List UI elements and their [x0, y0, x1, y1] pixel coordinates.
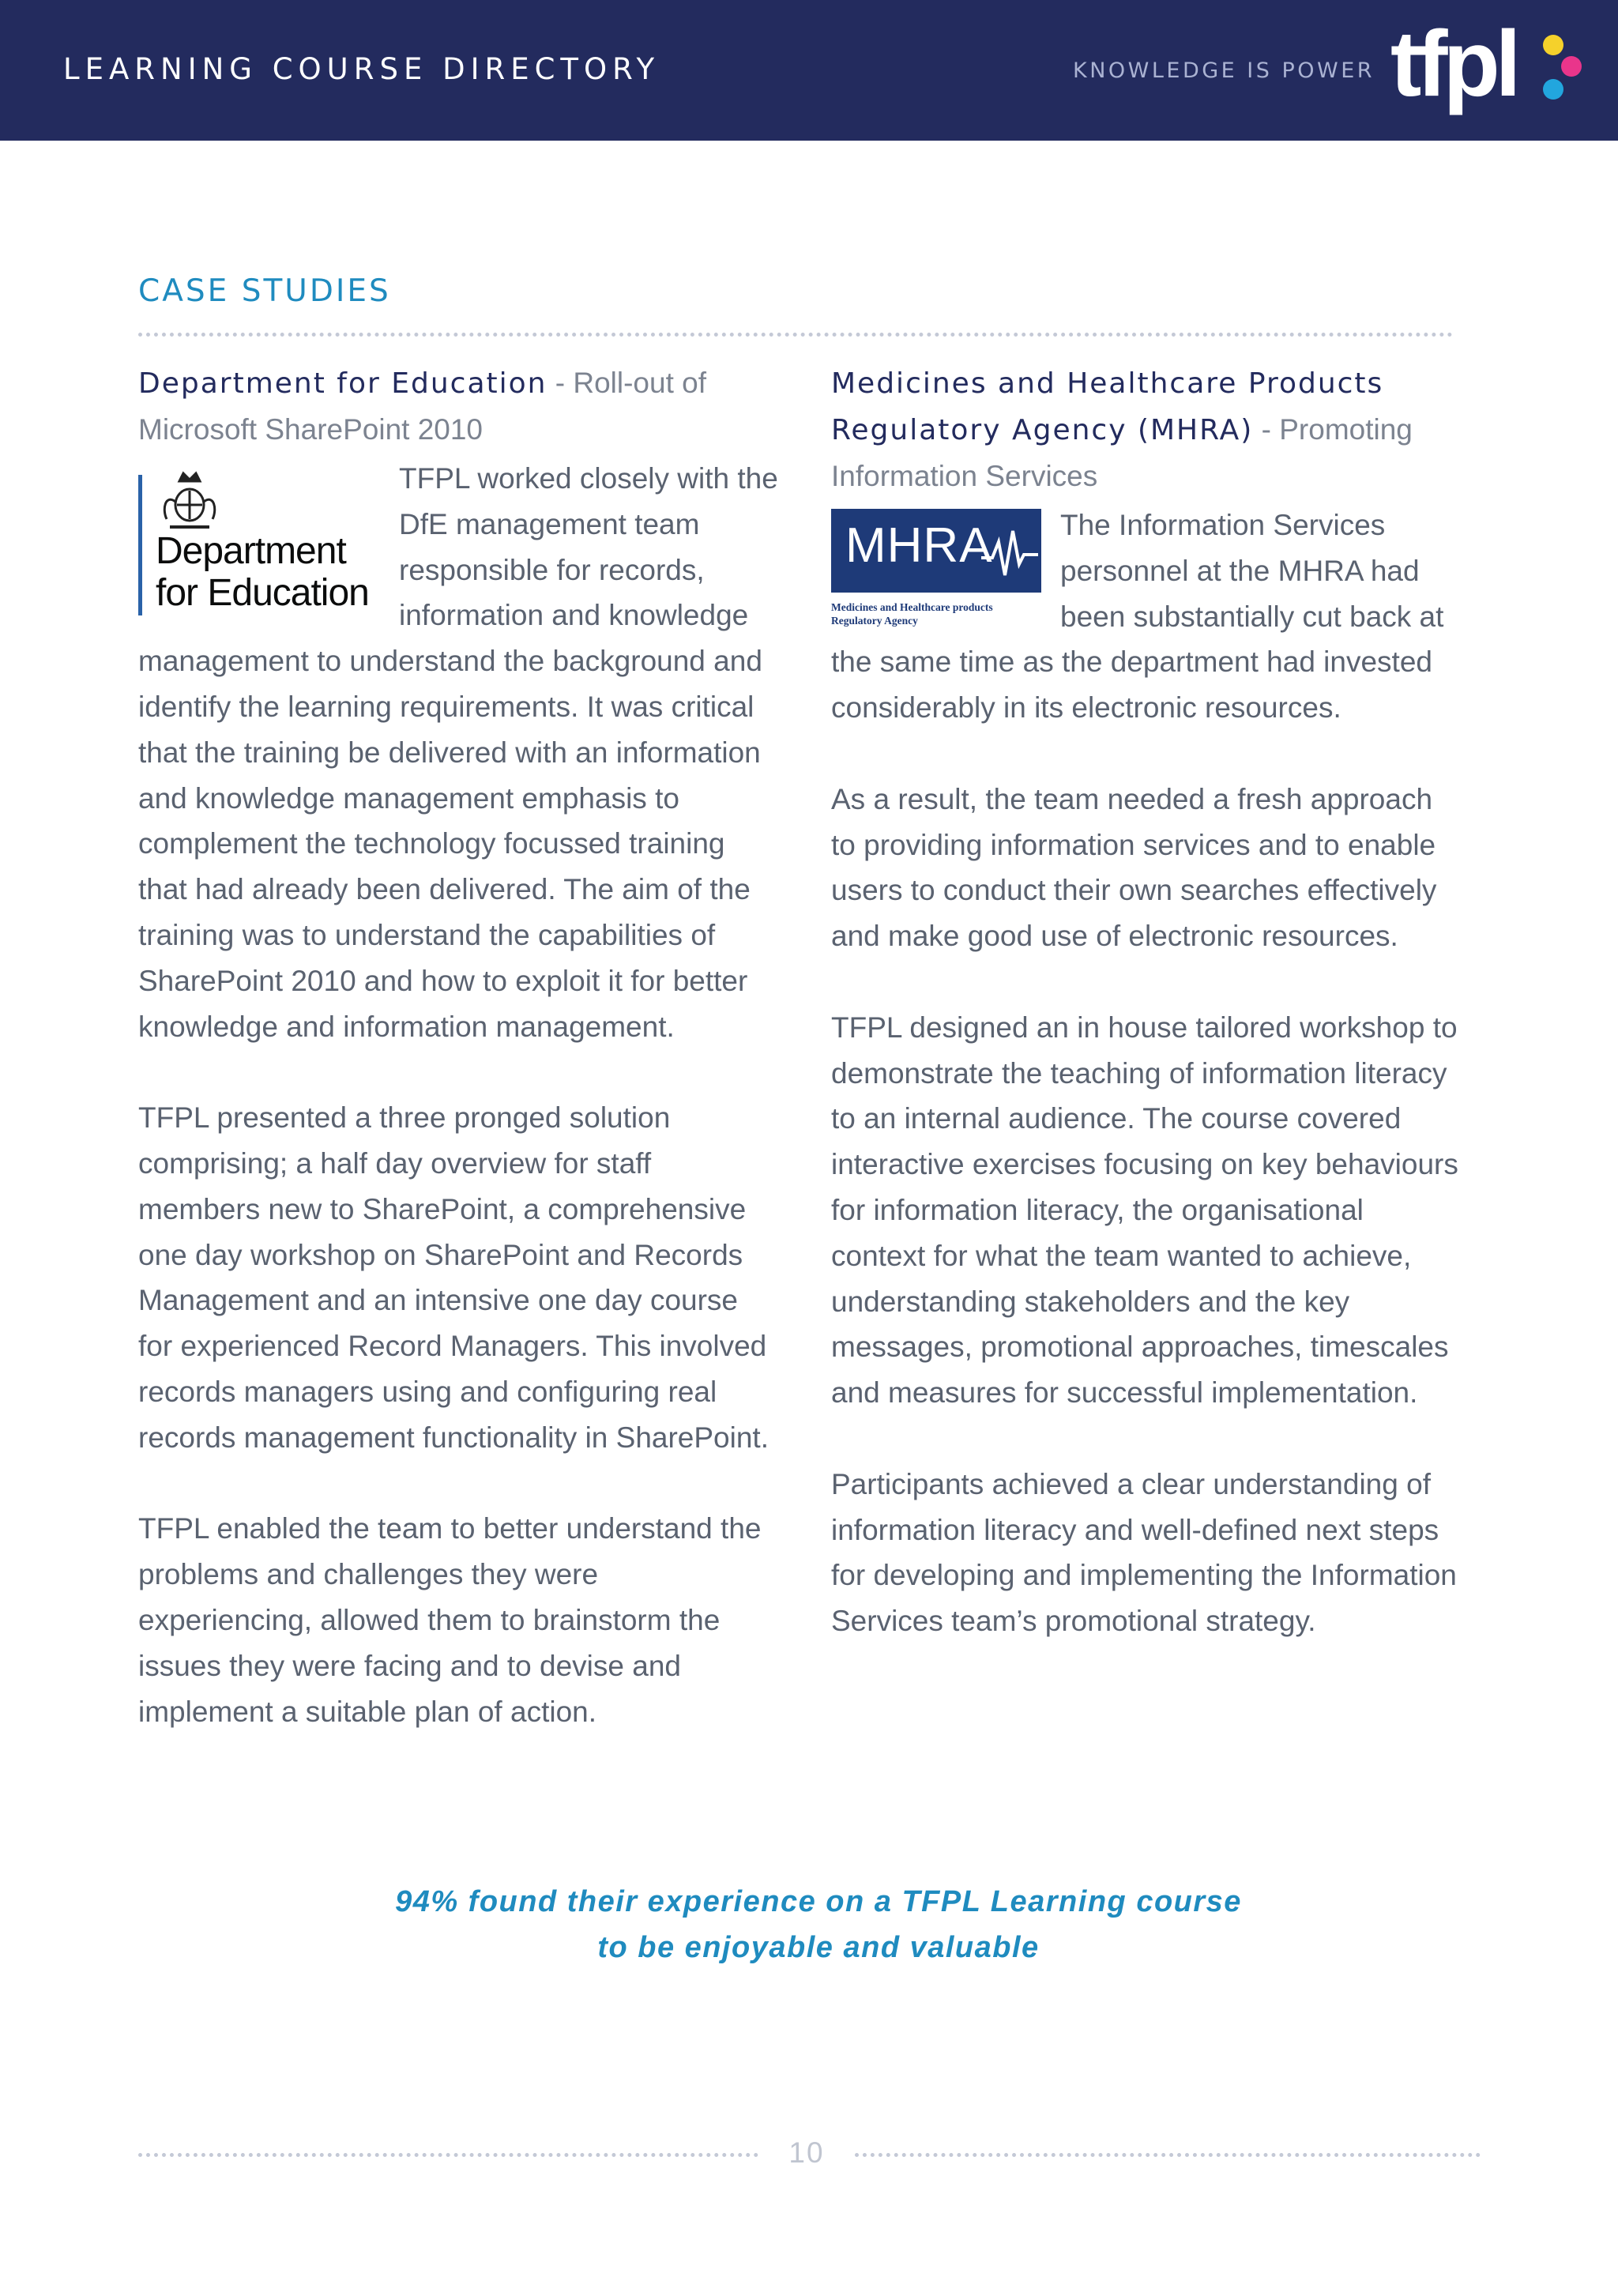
header-bar — [0, 0, 1618, 141]
paragraph: TFPL worked closely with the DfE management team responsible for records, information and knowledge management to understand the background and identify the learning requirements. It was critical that the training be delivered with an information and knowledge management emphasis to complement the technology focussed training that had already been delivered. The aim of the training was to understand the capabilities of SharePoint 2010 and how to exploit it for better knowledge and information management. — [138, 462, 778, 1043]
heartbeat-pulse-icon — [981, 526, 1038, 582]
footer-divider-right — [855, 2153, 1481, 2157]
case-study-subtitle: Roll-out of Microsoft SharePoint 2010 — [138, 367, 706, 446]
dfe-logo-text: Department for Education — [156, 530, 369, 614]
page-number: 10 — [788, 2136, 825, 2169]
quote-line: 94% found their experience on a TFPL Learning course — [395, 1885, 1242, 1918]
mhra-logo — [831, 502, 1043, 635]
case-study-heading — [831, 360, 1463, 499]
tfpl-logo[interactable] — [1390, 12, 1588, 123]
case-study-dfe — [138, 360, 778, 1780]
paragraph: Participants achieved a clear understanding of information literacy and well-defined next steps for developing and implementing the Information Services team’s promotional strategy. — [831, 1467, 1457, 1638]
case-study-subtitle: Promoting Information Services — [831, 413, 1413, 492]
organisation-name: Medicines and Healthcare Products Regulatory Agency (MHRA) — [831, 367, 1384, 446]
tagline: KNOWLEDGE IS POWER — [1073, 58, 1375, 83]
directory-title: LEARNING COURSE DIRECTORY — [63, 52, 660, 86]
section-title: CASE STUDIES — [138, 273, 391, 309]
logo-dot-pink-icon — [1561, 56, 1582, 77]
logo-dot-blue-icon — [1543, 79, 1563, 100]
separator: - — [547, 367, 574, 399]
organisation-name: Department for Education — [138, 367, 547, 400]
case-study-heading — [138, 360, 778, 453]
paragraph: As a result, the team needed a fresh approach to providing information services and to enable users to conduct their own searches effectively and make good use of electronic resources. — [831, 782, 1437, 953]
footer-divider-left — [138, 2153, 758, 2157]
section-divider — [138, 333, 1453, 337]
mhra-logo-text: MHRA — [845, 518, 993, 573]
royal-crest-icon — [156, 470, 224, 532]
paragraph: TFPL enabled the team to better understand the problems and challenges they were experiencing, allowed them to brainstorm the issues they were facing and to devise and implement a suitable plan of action. — [138, 1512, 762, 1728]
testimonial-quote — [0, 1879, 1618, 1970]
logo-dot-yellow-icon — [1543, 35, 1563, 55]
paragraph: TFPL presented a three pronged solution comprising; a half day overview for staff members new to SharePoint, a comprehensive one day workshop on SharePoint and Records Management and an intensive one day course for experienced Record Managers. This involved records managers using and configuring real records management functionality in SharePoint. — [138, 1101, 769, 1454]
paragraph: The Information Services personnel at the MHRA had been substantially cut back at the same time as the department had invested considerably in its electronic resources. — [831, 509, 1444, 725]
quote-line: to be enjoyable and valuable — [597, 1931, 1040, 1964]
tfpl-logo-text: tfpl — [1390, 12, 1517, 116]
dfe-logo — [138, 456, 382, 617]
separator: - — [1253, 413, 1280, 446]
mhra-logo-box — [831, 509, 1041, 593]
paragraph: TFPL designed an in house tailored workshop to demonstrate the teaching of information literacy to an internal audience. The course covered interactive exercises focusing on key behaviours for information literacy, the organisational context for what the team wanted to achieve, understanding stakeholders and the key messages, promotional approaches, timescales and measures for successful implementation. — [831, 1011, 1458, 1410]
case-study-mhra — [831, 360, 1463, 1690]
mhra-logo-caption: Medicines and Healthcare products Regulatory Agency — [831, 601, 993, 627]
dfe-logo-bar — [138, 475, 142, 615]
